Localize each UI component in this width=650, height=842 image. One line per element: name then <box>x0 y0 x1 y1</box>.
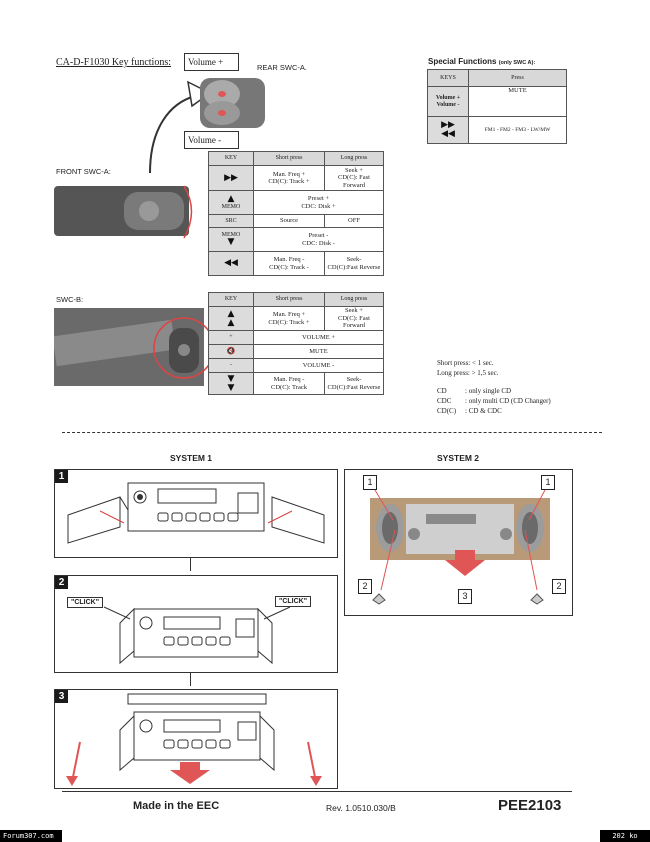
swcb-image <box>54 308 209 388</box>
front-r4-a: Preset - <box>308 232 329 240</box>
special-hdr-keys: KEYS <box>428 70 469 87</box>
swcb-r1-short-a: Man. Freq + <box>272 311 306 319</box>
front-r3-key: SRC <box>209 215 254 228</box>
note-cdc <box>437 396 551 406</box>
front-r1-long <box>325 166 384 191</box>
swcb-r5-key <box>209 373 254 395</box>
front-r1-short-a: Man. Freq + <box>272 170 306 178</box>
down-triangle-icon: ▼ <box>227 237 235 248</box>
front-r4-b: CDC: Disk - <box>302 239 335 247</box>
special-row1-key <box>428 87 469 117</box>
front-r2-a: Preset + <box>307 195 330 203</box>
sys2-label-3: 3 <box>458 589 472 604</box>
swcb-hdr-key: KEY <box>209 293 254 307</box>
swcb-r5-short-b: CD(C): Track <box>271 383 307 391</box>
front-r5-short-b: CD(C): Track - <box>269 263 309 271</box>
step2-panel <box>54 575 338 673</box>
swcb-label: SWC-B: <box>56 295 84 304</box>
front-r2-value <box>254 191 384 215</box>
swcb-table <box>208 292 384 395</box>
swcb-r1-long <box>325 307 384 331</box>
step3-radio-drawing <box>60 690 332 786</box>
sys2-label-1b: 1 <box>541 475 555 490</box>
front-swc-image <box>54 180 204 242</box>
click-right-label: "CLICK" <box>275 596 311 607</box>
sys2-label-1a: 1 <box>363 475 377 490</box>
swcb-r5-short-a: Man. Freq - <box>273 376 305 384</box>
step1-number: 1 <box>55 470 68 483</box>
swcb-r3-value: MUTE <box>254 345 384 359</box>
swcb-hdr-short: Short press <box>254 293 325 307</box>
front-r1-long-b: CD(C): Fast Forward <box>338 174 370 189</box>
swcb-r1-short <box>254 307 325 331</box>
swcb-r1-long-a: Seek + <box>345 307 363 315</box>
special-row1-value: MUTE <box>469 87 567 117</box>
notes <box>437 358 551 416</box>
arrow-1-2 <box>190 557 191 571</box>
swcb-r1-key <box>209 307 254 331</box>
front-hdr-key: KEY <box>209 152 254 166</box>
sys2-label-2b: 2 <box>552 579 566 594</box>
front-r4-key <box>209 228 254 252</box>
up-triangle-icon: ▲ <box>227 193 235 204</box>
swcb-r4-value: VOLUME - <box>254 359 384 373</box>
front-r1-short <box>254 166 325 191</box>
front-swc-label: FRONT SWC-A: <box>56 167 111 176</box>
front-hdr-long: Long press <box>325 152 384 166</box>
front-r1-long-a: Seek + <box>345 166 363 174</box>
up-double-triangle-icon: ▲ ▲ <box>227 308 235 328</box>
arrow-2-3 <box>190 672 191 686</box>
front-r5-long-a: Seek- <box>346 256 362 264</box>
step2-number: 2 <box>55 576 68 589</box>
footer-rev: Rev. 1.0510.030/B <box>326 803 396 813</box>
front-r5-long-b: CD(C):Fast Reverse <box>327 263 381 271</box>
swcb-r5-short <box>254 373 325 395</box>
mute-icon: 🔇 <box>226 347 236 356</box>
note-cdcc-value: : CD & CDC <box>465 407 502 415</box>
section-divider <box>62 432 602 433</box>
front-swc-table <box>208 151 384 276</box>
step1-panel <box>54 469 338 558</box>
special-hdr-press: Press <box>469 70 567 87</box>
system2-panel <box>344 469 573 616</box>
note-cdc-key: CDC <box>437 397 452 405</box>
special-functions-table <box>427 69 567 144</box>
system1-title: SYSTEM 1 <box>170 453 213 463</box>
front-r2-key-text: MEMO <box>221 203 241 210</box>
note-short-press: Short press: < 1 sec. <box>437 359 494 367</box>
fast-forward-icon: ▶▶ <box>224 172 238 183</box>
fast-reverse-icon: ◀◀ <box>224 258 238 268</box>
note-cdc-value: : only multi CD (CD Changer) <box>465 397 551 405</box>
note-cdcc-key: CD(C) <box>437 407 457 415</box>
front-r5-key <box>209 252 254 276</box>
special-functions-title <box>428 57 535 66</box>
front-r4-value <box>254 228 384 252</box>
swcb-r4-key: - <box>209 359 254 373</box>
swcb-r5-long-b: CD(C):Fast Reverse <box>327 383 381 391</box>
note-long-press: Long press: > 1,5 sec. <box>437 369 499 377</box>
step3-panel <box>54 689 338 789</box>
system2-title: SYSTEM 2 <box>437 453 480 463</box>
bottom-bar-right: 202 ko <box>600 830 650 842</box>
footer-made: Made in the EEC <box>133 800 220 812</box>
click-left-label: "CLICK" <box>67 597 103 608</box>
special-row1-key-b: Volume - <box>436 101 460 108</box>
note-cd-key: CD <box>437 387 447 395</box>
front-r4-key-text: MEMO <box>221 231 241 238</box>
note-cd-value: : only single CD <box>465 387 512 395</box>
footer-rule <box>62 791 572 792</box>
swcb-r2-value: VOLUME + <box>254 331 384 345</box>
bottom-bar <box>0 830 650 842</box>
volume-minus-label: Volume - <box>184 131 239 149</box>
front-r5-short <box>254 252 325 276</box>
front-r3-long: OFF <box>325 215 384 228</box>
swcb-r1-long-b: CD(C): Fast Forward <box>338 314 370 330</box>
special-row2-value: FM1 - FM2 - FM3 - LW/MW <box>469 117 567 144</box>
front-r5-long <box>325 252 384 276</box>
rear-swc-label: REAR SWC-A. <box>257 63 308 72</box>
front-r1-short-b: CD(C): Track + <box>268 178 310 185</box>
special-row1-key-a: Volume + <box>435 94 461 101</box>
note-cd <box>437 386 551 396</box>
swcb-r3-key <box>209 345 254 359</box>
special-title-text: Special Functions <box>428 57 497 66</box>
front-r3-short: Source <box>254 215 325 228</box>
step1-radio-drawing <box>60 475 332 553</box>
bottom-bar-left: Forum307.com <box>0 830 62 842</box>
swcb-r1-short-b: CD(C): Track + <box>268 318 310 326</box>
swcb-hdr-long: Long press <box>325 293 384 307</box>
note-cdcc <box>437 406 551 416</box>
step2-radio-drawing <box>60 581 332 669</box>
special-title-suffix: (only SWC A): <box>498 60 536 66</box>
front-hdr-short: Short press <box>254 152 325 166</box>
step3-number: 3 <box>55 690 68 703</box>
sys2-label-2a: 2 <box>358 579 372 594</box>
swcb-r5-long <box>325 373 384 395</box>
front-r1-key <box>209 166 254 191</box>
special-row2-key <box>428 117 469 144</box>
swcb-r2-key: + <box>209 331 254 345</box>
next-arrows-icon: ▶▶ ◀◀ <box>441 120 455 139</box>
key-functions-title: CA-D-F1030 Key functions: <box>56 57 171 68</box>
volume-plus-label: Volume + <box>184 53 239 71</box>
front-r2-b: CDC: Disk + <box>301 202 336 210</box>
swcb-r5-long-a: Seek- <box>346 376 362 384</box>
footer-code: PEE2103 <box>498 797 562 814</box>
front-r5-short-a: Man. Freq - <box>273 256 305 264</box>
front-r2-key <box>209 191 254 215</box>
down-double-triangle-icon: ▼ ▼ <box>227 373 235 393</box>
system2-arrows <box>345 470 572 615</box>
